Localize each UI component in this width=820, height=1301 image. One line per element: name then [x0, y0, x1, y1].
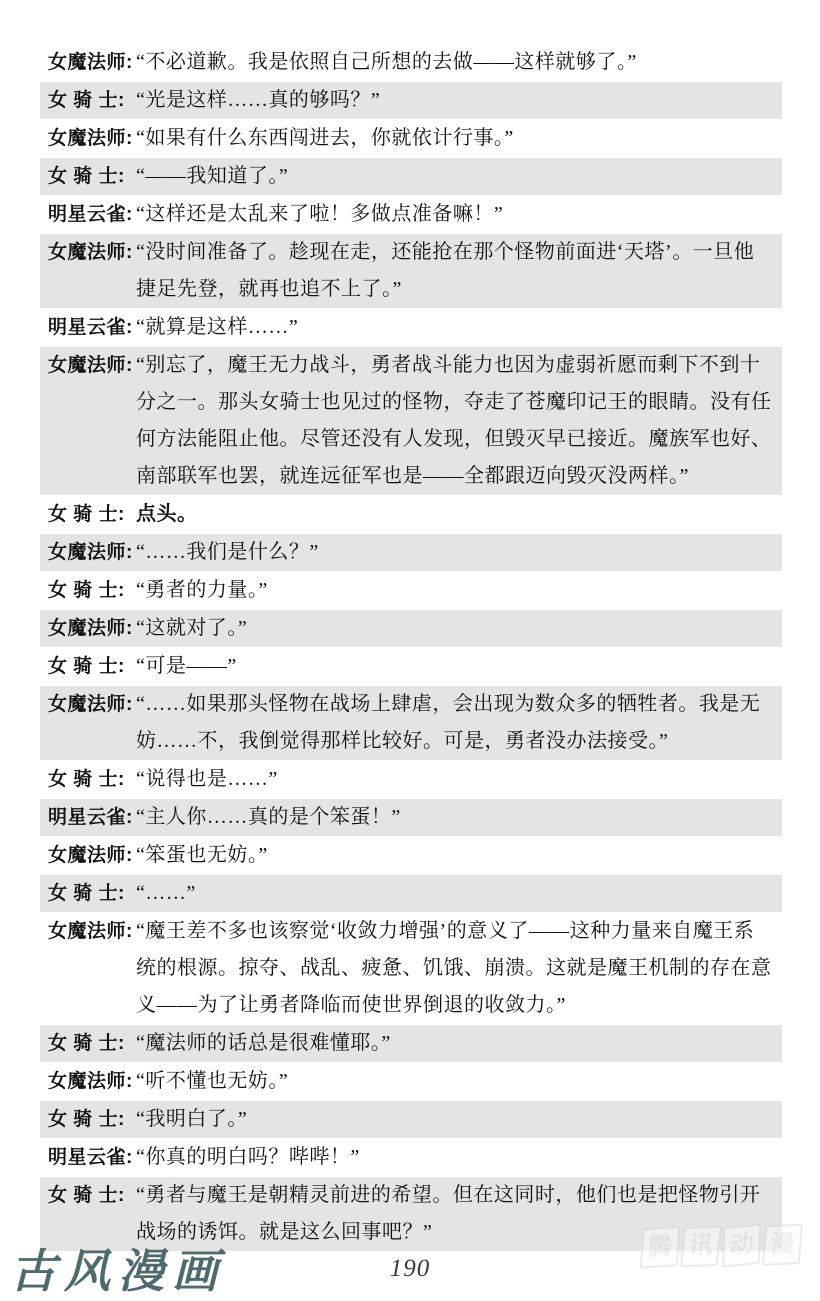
speaker-name: 女魔法师:: [48, 618, 133, 639]
dialogue-row: [40, 1063, 782, 1100]
speaker-name: 女 骑 士:: [48, 656, 125, 677]
dialogue-row: [40, 1025, 782, 1062]
dialogue-text: “……”: [136, 882, 196, 904]
speaker-name: 女魔法师:: [48, 52, 133, 73]
speaker-name: 女魔法师:: [48, 921, 133, 942]
speaker-name: 女魔法师:: [48, 1071, 133, 1092]
dialogue-list: [0, 44, 820, 1252]
speaker-name: 明星云雀:: [48, 807, 133, 828]
dialogue-row: [40, 44, 782, 81]
dialogue-row: [40, 1139, 782, 1176]
dialogue-row: [40, 648, 782, 685]
dialogue-text: “魔法师的话总是很难懂耶。”: [136, 1032, 391, 1054]
speaker-name: 女 骑 士:: [48, 1109, 125, 1130]
dialogue-text: “没时间准备了。趁现在走，还能抢在那个怪物前面进‘天塔’。一旦他捷足先登，就再也追不上了。”: [136, 241, 755, 300]
dialogue-text: “听不懂也无妨。”: [136, 1070, 289, 1092]
page-number: 190: [389, 1255, 431, 1282]
dialogue-text: “勇者的力量。”: [136, 579, 268, 601]
dialogue-text: “我明白了。”: [136, 1108, 248, 1130]
speaker-name: 明星云雀:: [48, 1147, 133, 1168]
watermark-char: 腾: [640, 1226, 681, 1269]
dialogue-row: [40, 234, 782, 308]
dialogue-text: “——我知道了。”: [136, 165, 289, 187]
dialogue-row: [40, 686, 782, 760]
speaker-name: 女魔法师:: [48, 242, 133, 263]
speaker-name: 女魔法师:: [48, 355, 133, 376]
dialogue-row: [40, 799, 782, 836]
dialogue-text: “主人你……真的是个笨蛋！”: [136, 806, 401, 828]
watermark-char: 讯: [680, 1226, 722, 1268]
watermark-char: 漫: [762, 1224, 803, 1266]
dialogue-row: [40, 120, 782, 157]
dialogue-text: “笨蛋也无妨。”: [136, 844, 268, 866]
dialogue-row: [40, 913, 782, 1024]
dialogue-row: [40, 610, 782, 647]
watermark-char: 动: [722, 1224, 761, 1268]
speaker-name: 女魔法师:: [48, 845, 133, 866]
speaker-name: 明星云雀:: [48, 204, 133, 225]
dialogue-text: “……我们是什么？”: [136, 541, 319, 563]
speaker-name: 女 骑 士:: [48, 883, 125, 904]
speaker-name: 女 骑 士:: [48, 769, 125, 790]
dialogue-row: [40, 158, 782, 195]
speaker-name: 女 骑 士:: [48, 90, 125, 111]
speaker-name: 明星云雀:: [48, 317, 133, 338]
dialogue-text: “如果有什么东西闯进去，你就依计行事。”: [136, 127, 514, 149]
dialogue-row: [40, 309, 782, 346]
dialogue-text: “别忘了，魔王无力战斗，勇者战斗能力也因为虚弱祈愿而剩下不到十分之一。那头女骑士也见过的怪物，夺走了苍魔印记王的眼睛。没有任何方法能阻止他。尽管还没有人发现，但毁灭早已接近。魔族军也好、南部联军也罢，就连远征军也是——全都跟迈向毁灭没两样。”: [136, 354, 772, 487]
dialogue-text: 点头。: [136, 503, 198, 525]
dialogue-text: “魔王差不多也该察觉‘收敛力增强’的意义了——这种力量来自魔王系统的根源。掠夺、战乱、疲惫、饥饿、崩溃。这就是魔王机制的存在意义——为了让勇者降临而使世界倒退的收敛力。”: [136, 920, 772, 1016]
dialogue-row: [40, 1101, 782, 1138]
dialogue-text: “说得也是……”: [136, 768, 278, 790]
dialogue-row: [40, 496, 782, 533]
dialogue-text: “就算是这样……”: [136, 316, 299, 338]
speaker-name: 女 骑 士:: [48, 1033, 125, 1054]
speaker-name: 女魔法师:: [48, 128, 133, 149]
speaker-name: 女魔法师:: [48, 694, 133, 715]
dialogue-row: [40, 572, 782, 609]
speaker-name: 女 骑 士:: [48, 504, 125, 525]
brand-logo: 古风漫画: [10, 1244, 226, 1298]
tencent-comics-watermark: [640, 1217, 803, 1269]
speaker-name: 女 骑 士:: [48, 580, 125, 601]
dialogue-row: [40, 534, 782, 571]
speaker-name: 女魔法师:: [48, 542, 133, 563]
dialogue-text: “不必道歉。我是依照自己所想的去做——这样就够了。”: [136, 51, 637, 73]
dialogue-text: “这样还是太乱来了啦！多做点准备嘛！”: [136, 203, 504, 225]
dialogue-text: “可是——”: [136, 655, 237, 677]
dialogue-text: “……如果那头怪物在战场上肆虐，会出现为数众多的牺牲者。我是无妨……不，我倒觉得那样比较好。可是，勇者没办法接受。”: [136, 693, 761, 752]
dialogue-row: [40, 82, 782, 119]
page-footer: [0, 1221, 820, 1298]
dialogue-row: [40, 196, 782, 233]
dialogue-text: “这就对了。”: [136, 617, 248, 639]
speaker-name: 女 骑 士:: [48, 166, 125, 187]
dialogue-text: “光是这样……真的够吗？”: [136, 89, 381, 111]
dialogue-row: [40, 761, 782, 798]
dialogue-row: [40, 837, 782, 874]
dialogue-text: “勇者与魔王是朝精灵前进的希望。但在这同时，他们也是把怪物引开战场的诱饵。就是这么回事吧？”: [136, 1184, 761, 1243]
dialogue-row: [40, 347, 782, 495]
speaker-name: 女 骑 士:: [48, 1185, 125, 1206]
dialogue-text: “你真的明白吗？哔哔！”: [136, 1146, 360, 1168]
dialogue-row: [40, 875, 782, 912]
